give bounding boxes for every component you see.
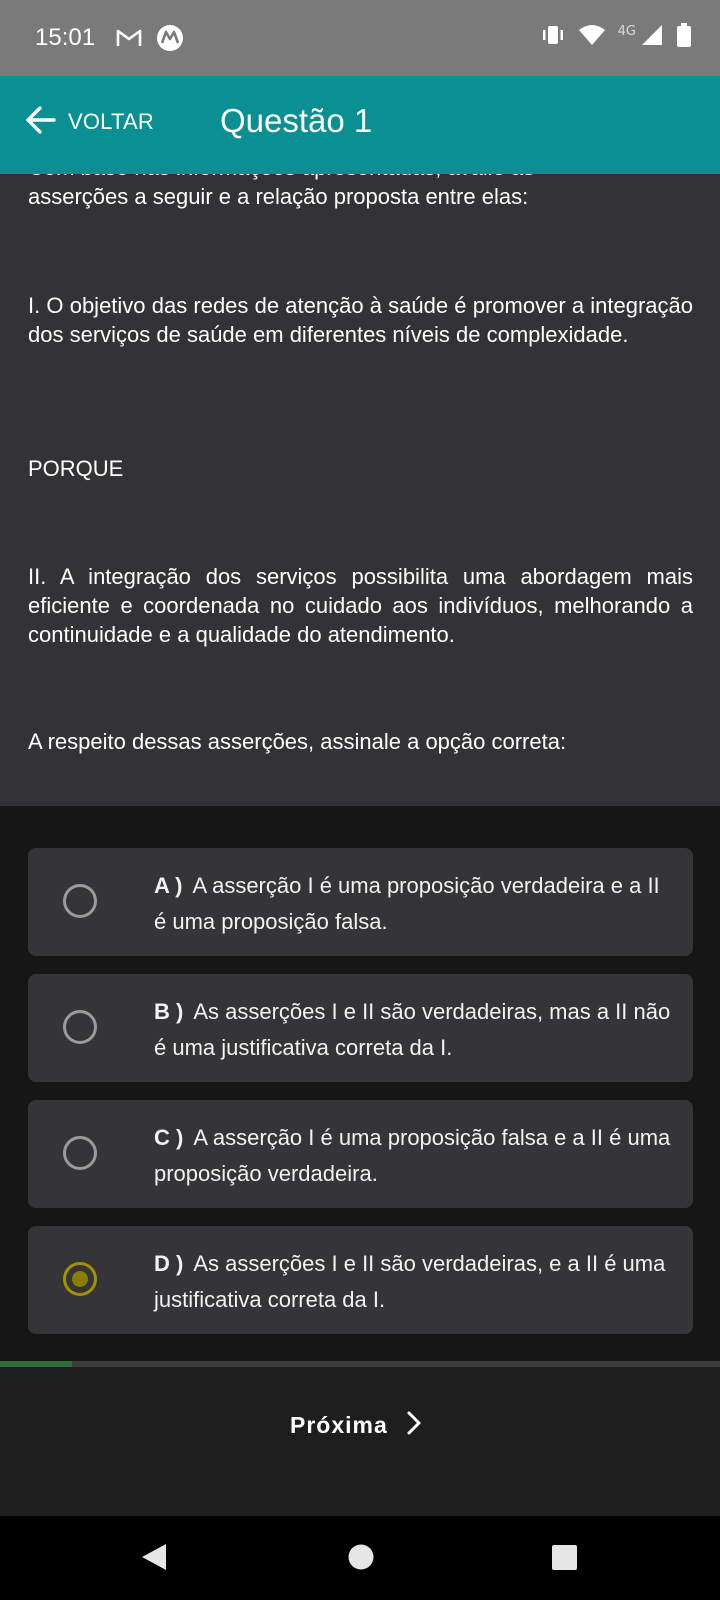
assertion-connector: PORQUE [28,456,124,481]
back-button[interactable] [24,103,154,141]
option-a-letter: A ) [154,873,183,898]
option-c-letter: C ) [154,1125,184,1150]
status-icons-left [116,24,184,56]
option-b-text [154,994,674,1066]
option-b[interactable] [28,974,693,1082]
question-intro: asserções a seguir e a relação proposta entre elas: [28,184,529,209]
option-c-text [154,1120,674,1192]
system-nav-bar [0,1516,720,1600]
option-d-label: As asserções I e II são verdadeiras, e a II é uma justificativa correta da I. [154,1251,666,1312]
motorola-icon [156,24,184,56]
option-d[interactable] [28,1226,693,1334]
radio-c[interactable] [63,1136,97,1170]
signal-icon [640,23,664,51]
assertion-1: I. O objetivo das redes de atenção à saúde é promover a integração dos serviços de saúde em diferentes níveis de complexidade. [28,293,693,347]
option-d-text [154,1246,674,1318]
page-title: Questão 1 [220,102,373,139]
option-b-letter: B ) [154,999,184,1024]
question-prompt: A respeito dessas asserções, assinale a opção correta: [28,729,567,754]
option-b-label: As asserções I e II são verdadeiras, mas a II não é uma justificativa correta da I. [154,999,671,1060]
next-label: Próxima [290,1411,388,1438]
option-a-text [154,868,674,940]
back-icon[interactable] [140,1542,168,1576]
arrow-left-icon [24,103,58,141]
network-type: 4G [617,23,636,39]
radio-d-selected[interactable] [63,1262,97,1296]
option-c-label: A asserção I é uma proposição falsa e a II é uma proposição verdadeira. [154,1125,671,1186]
assertion-2: II. A integração dos serviços possibilita uma abordagem mais eficiente e coordenada no cuidado aos indivíduos, melhorando a continuidade e a qualidade do atendimento. [28,564,693,647]
gmail-icon [116,28,142,52]
home-icon[interactable] [348,1542,374,1576]
footer [0,1367,720,1516]
back-label: VOLTAR [68,109,154,134]
radio-b[interactable] [63,1010,97,1044]
option-d-letter: D ) [154,1251,184,1276]
app-bar [0,76,720,174]
option-a[interactable] [28,848,693,956]
status-time: 15:01 [35,24,96,51]
wifi-icon [578,23,606,51]
status-bar [0,0,720,76]
option-a-label: A asserção I é uma proposição verdadeira e a II é uma proposição falsa. [154,873,660,934]
status-icons-right [540,22,692,52]
radio-a[interactable] [63,884,97,918]
battery-icon [676,22,692,52]
next-button[interactable] [290,1410,422,1440]
question-panel [0,174,720,806]
vibrate-icon [540,23,566,51]
recents-icon[interactable] [551,1542,577,1576]
option-c[interactable] [28,1100,693,1208]
chevron-right-icon [406,1410,422,1440]
